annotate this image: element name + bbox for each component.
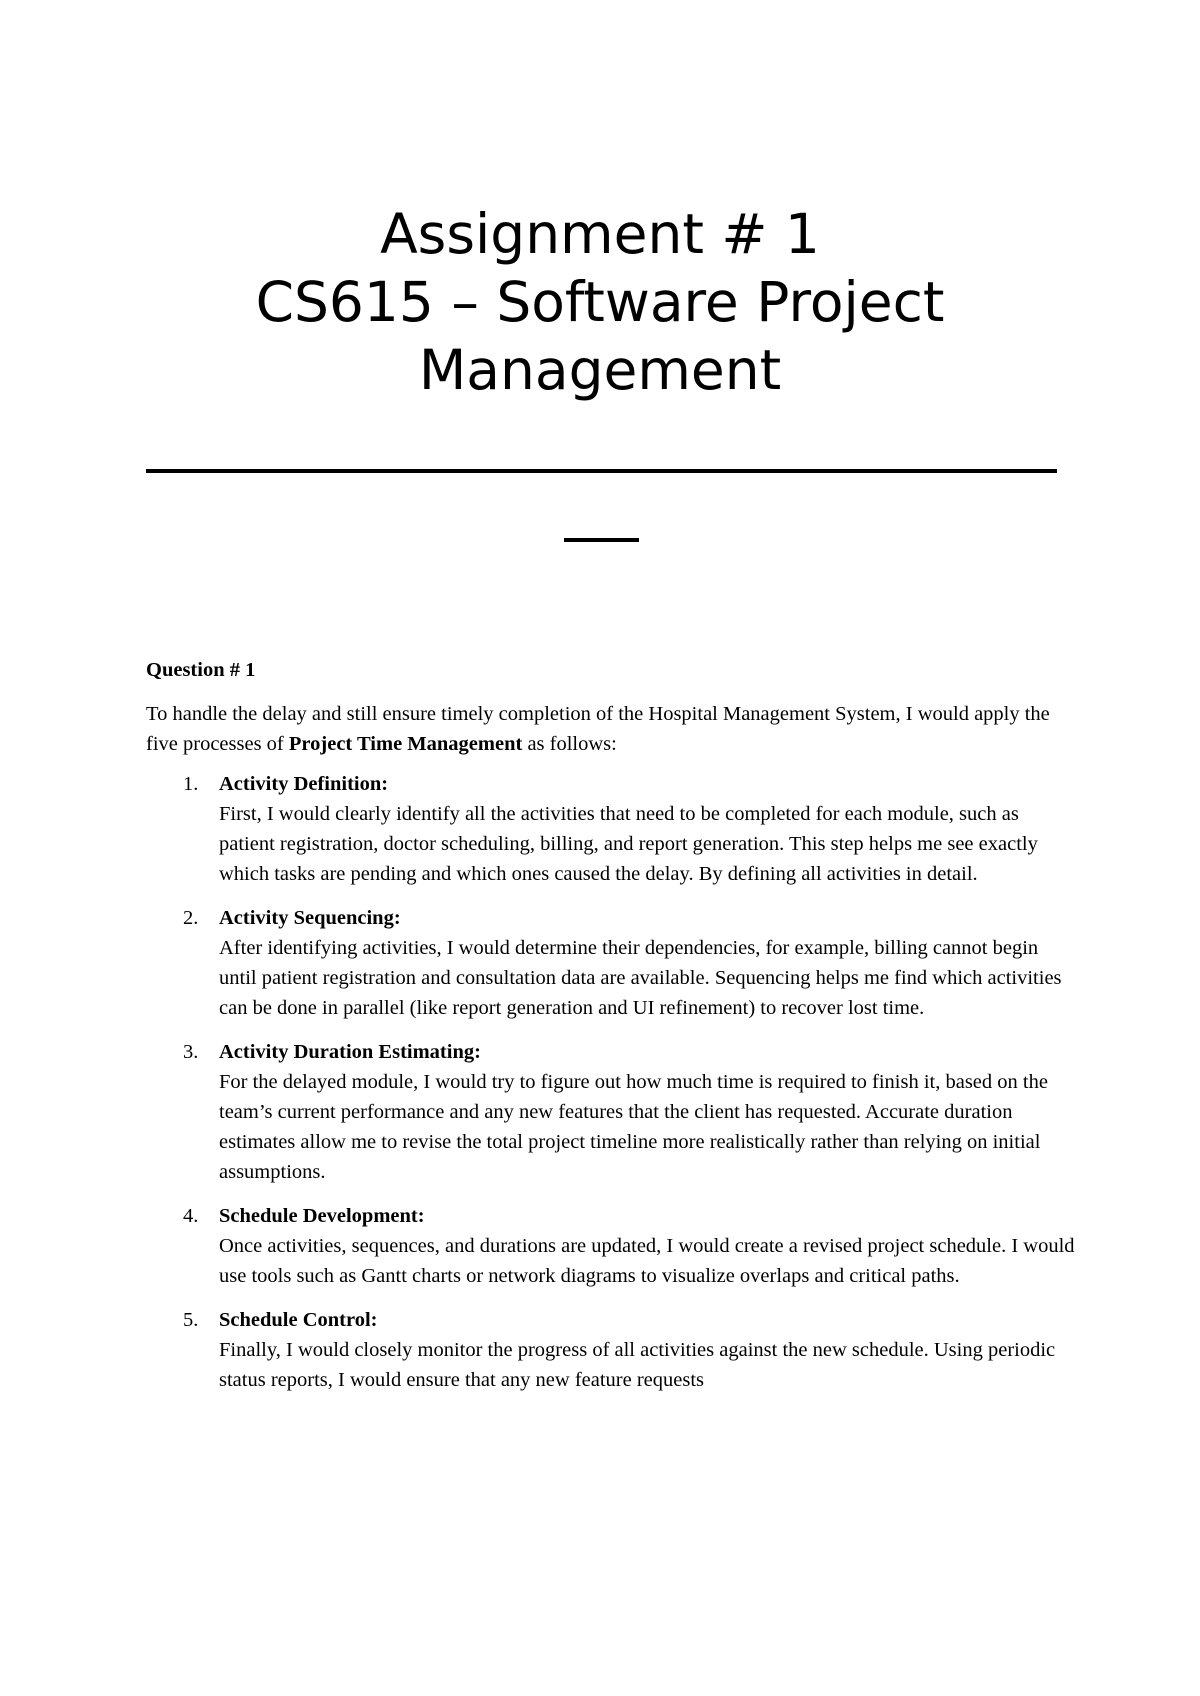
list-item: [146, 1305, 1076, 1395]
horizontal-rule: [146, 469, 1057, 473]
intro-bold-term: Project Time Management: [288, 733, 523, 755]
title-line-assignment: Assignment # 1: [380, 202, 820, 266]
list-item-text: For the delayed module, I would try to figure out how much time is required to finish it, based on the team’s current performance and any new features that the client has requested. Accurate duration estimates allow me to revise the total project timeline more realistically rather than relying on initial assumptions.: [219, 1071, 1048, 1183]
list-item: [146, 903, 1076, 1023]
list-item-text: Finally, I would closely monitor the progress of all activities against the new schedule. Using periodic status reports, I would ensure that any new feature requests: [219, 1339, 1056, 1391]
list-item-title: Schedule Control:: [219, 1309, 378, 1331]
title-line-course: CS615 – Software Project: [255, 270, 945, 334]
intro-text-start: To handle the delay and still ensure timely completion of the Hospital Management System, I would apply the five processes of: [146, 703, 1050, 755]
list-item-title: Activity Duration Estimating:: [219, 1041, 481, 1063]
list-item-text: After identifying activities, I would determine their dependencies, for example, billing cannot begin until patient registration and consultation data are available. Sequencing helps me find which activities can be done in parallel (like report generation and UI refinement) to recover lost time.: [219, 937, 1062, 1019]
list-item-title: Activity Definition:: [219, 773, 389, 795]
list-item-number: 1.: [183, 773, 199, 795]
title-line-subject: Management: [418, 338, 782, 402]
list-item: [146, 1037, 1076, 1187]
process-list: [146, 769, 1076, 1395]
list-item-text: Once activities, sequences, and durations are updated, I would create a revised project schedule. I would use tools such as Gantt charts or network diagrams to visualize overlaps and critical paths.: [219, 1235, 1075, 1287]
intro-paragraph: [146, 699, 1076, 759]
list-item: [146, 769, 1076, 889]
list-item-number: 2.: [183, 907, 199, 929]
horizontal-rule-continuation: [564, 538, 639, 542]
list-item-text: First, I would clearly identify all the activities that need to be completed for each module, such as patient registration, doctor scheduling, billing, and report generation. This step helps me see exactly which tasks are pending and which ones caused the delay. By defining all activities in detail.: [219, 803, 1038, 885]
list-item: [146, 1201, 1076, 1291]
document-title: [140, 200, 1060, 404]
list-item-title: Activity Sequencing:: [219, 907, 401, 929]
intro-text-end: as follows:: [522, 733, 617, 755]
list-item-number: 3.: [183, 1041, 199, 1063]
list-item-title: Schedule Development:: [219, 1205, 425, 1227]
list-item-number: 4.: [183, 1205, 199, 1227]
list-item-number: 5.: [183, 1309, 199, 1331]
document-body: [146, 655, 1076, 1409]
question-heading: Question # 1: [146, 659, 256, 681]
